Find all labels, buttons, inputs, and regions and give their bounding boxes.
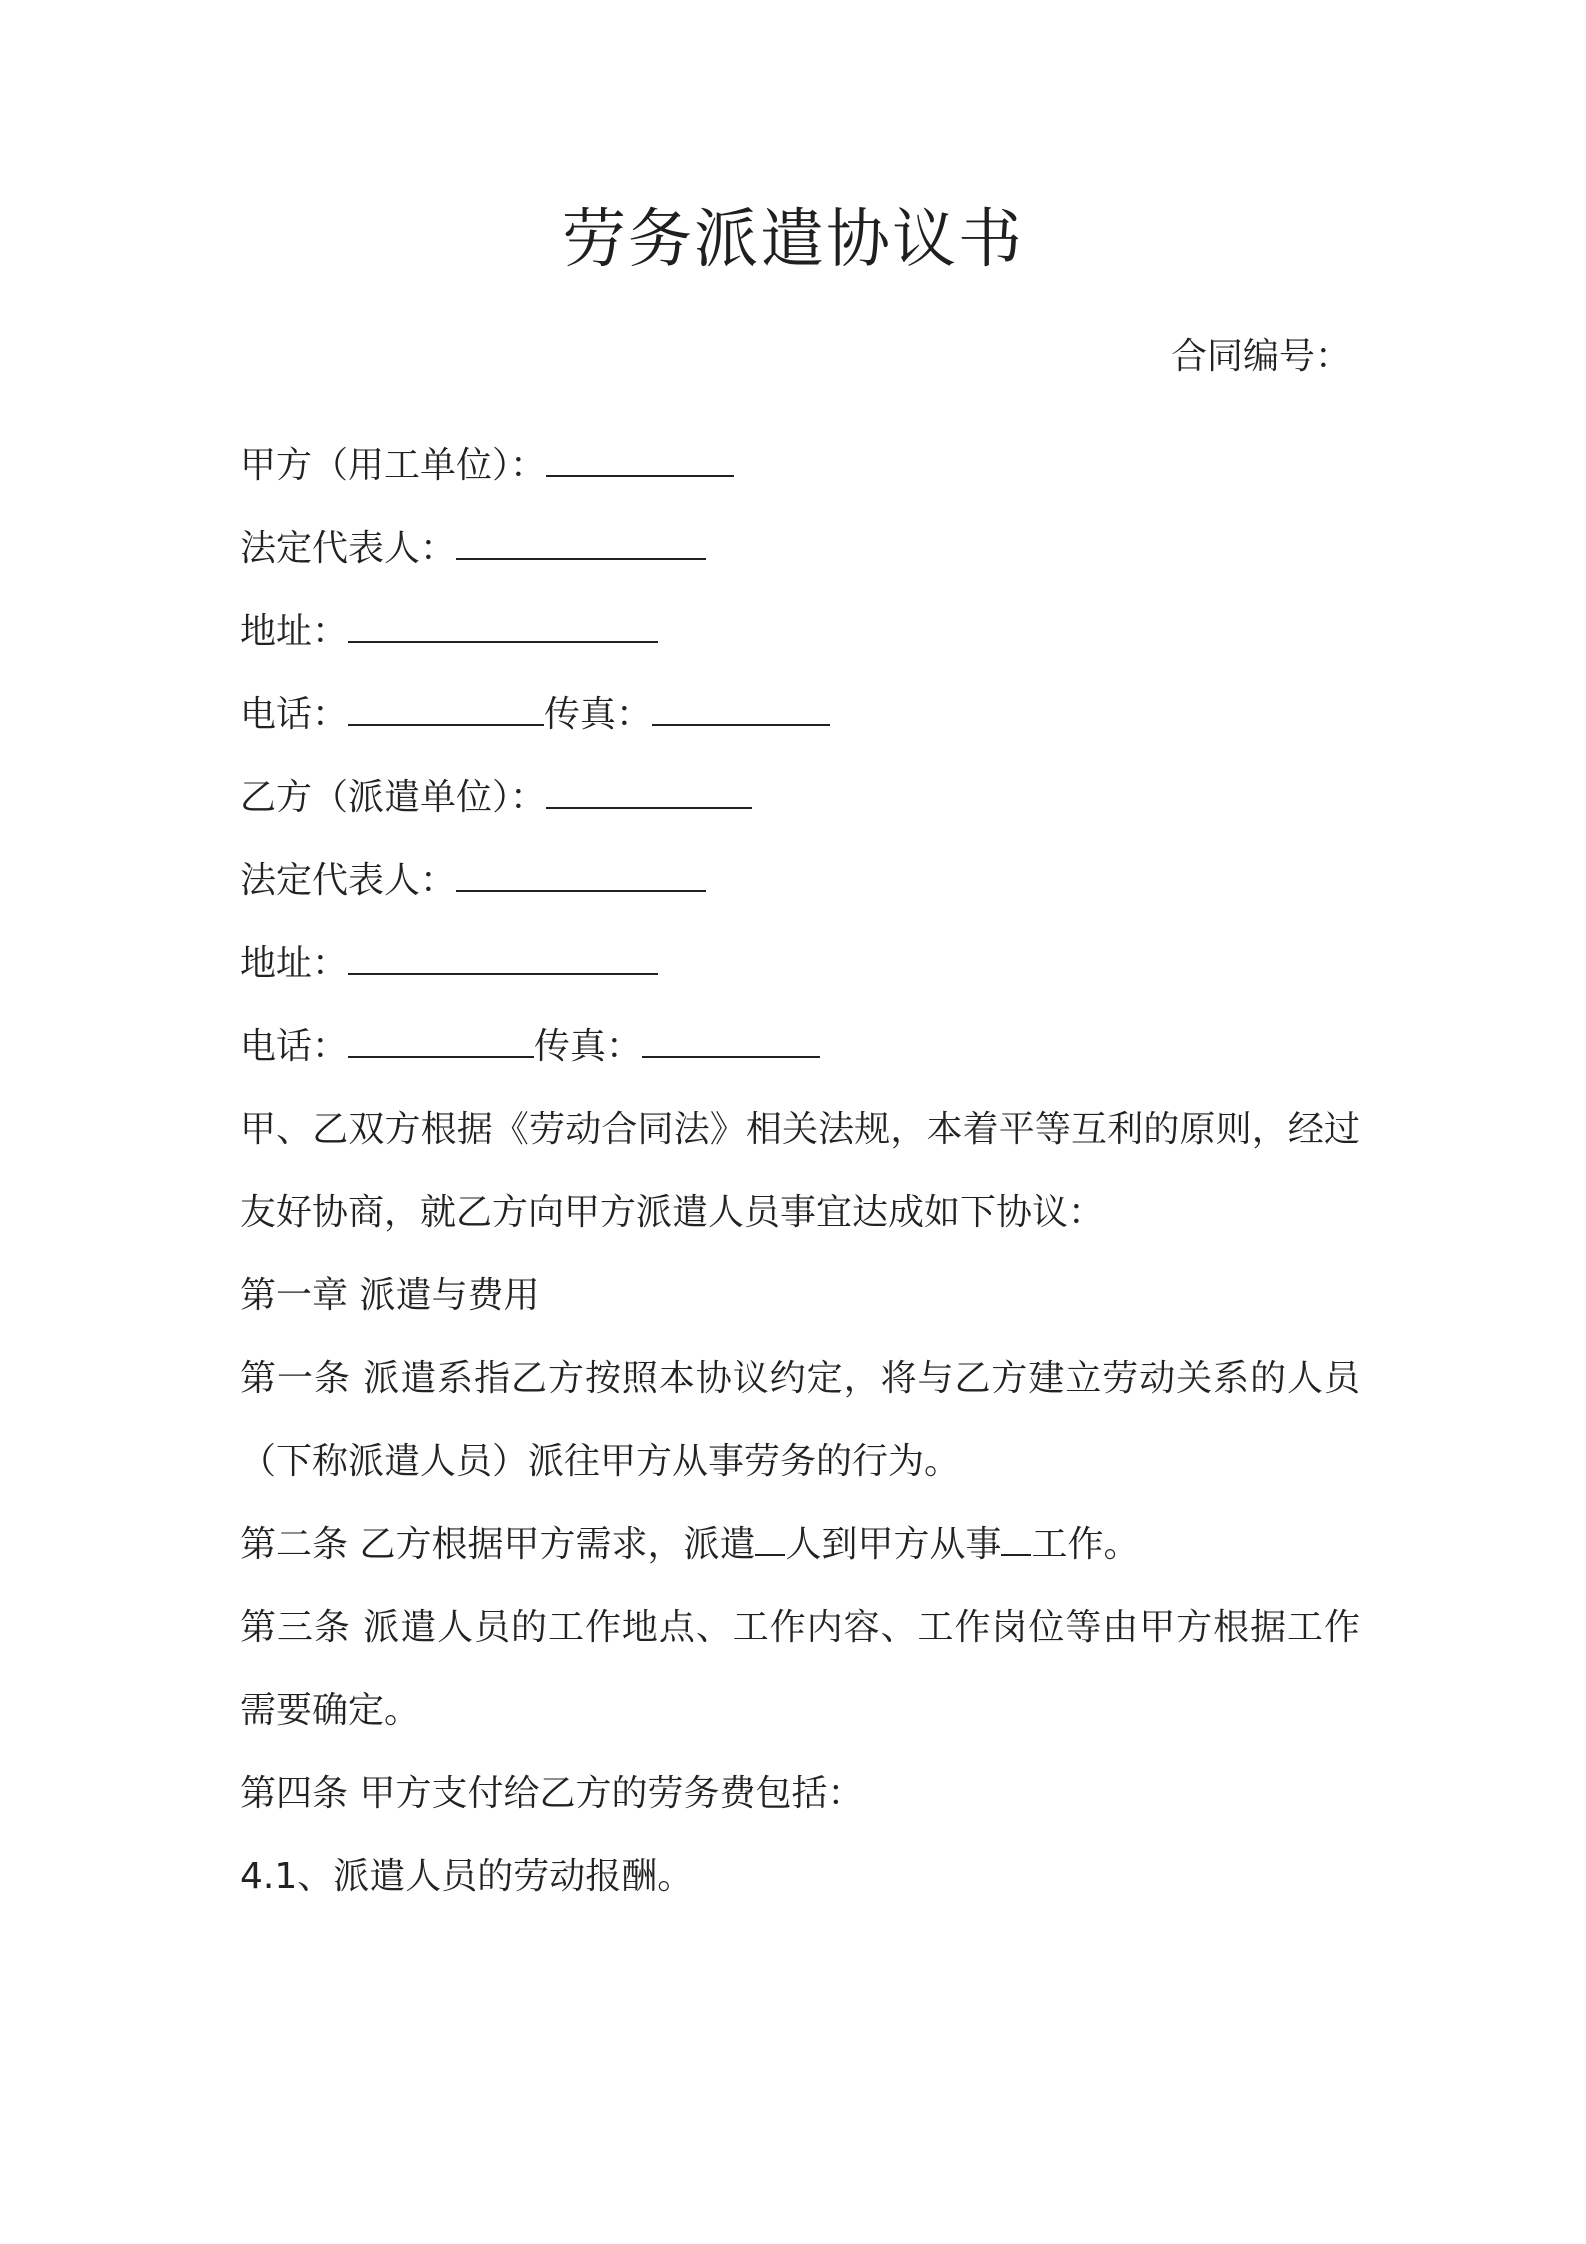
- article-2-text-pre: 第二条 乙方根据甲方需求，派遣: [240, 1524, 756, 1565]
- party-a-rep-row: [240, 520, 706, 574]
- party-b-phone-row: [240, 1018, 820, 1072]
- party-a-rep-blank: [456, 520, 706, 560]
- party-a-fax-label: 传真：: [544, 694, 653, 735]
- party-a-address-blank: [348, 603, 658, 643]
- party-b-fax-label: 传真：: [534, 1026, 643, 1067]
- party-b-rep-label: 法定代表人：: [240, 860, 457, 901]
- document-title: 劳务派遣协议书: [562, 203, 1024, 277]
- article-2-text-mid: 人到甲方从事: [785, 1524, 1002, 1565]
- party-b-rep-row: [240, 852, 706, 906]
- chapter-1-heading: 第一章 派遣与费用: [240, 1275, 540, 1316]
- party-a-name-blank: [546, 437, 734, 477]
- intro-paragraph: 甲、乙双方根据《劳动合同法》相关法规，本着平等互利的原则，经过友好协商，就乙方向甲方派遣人员事宜达成如下协议：: [240, 1109, 1360, 1233]
- party-b-phone-label: 电话：: [240, 1026, 349, 1067]
- party-a-phone-label: 电话：: [240, 694, 349, 735]
- contract-number-label: 合同编号：: [1170, 336, 1351, 377]
- article-2: [240, 1503, 1360, 1586]
- party-a-name-label: 甲方（用工单位）：: [240, 445, 547, 486]
- article-2-work-blank: [1001, 1520, 1031, 1556]
- article-2-count-blank: [755, 1520, 785, 1556]
- article-1: 第一条 派遣系指乙方按照本协议约定，将与乙方建立劳动关系的人员（下称派遣人员）派往甲方从事劳务的行为。: [240, 1358, 1360, 1482]
- party-b-fax-blank: [642, 1018, 820, 1058]
- party-b-phone-blank: [348, 1018, 534, 1058]
- article-4: 第四条 甲方支付给乙方的劳务费包括：: [240, 1773, 864, 1814]
- item-4-1: 4.1、派遣人员的劳动报酬。: [240, 1856, 694, 1897]
- party-a-phone-row: [240, 686, 830, 740]
- party-a-fax-blank: [652, 686, 830, 726]
- party-b-address-blank: [348, 935, 658, 975]
- party-b-name-label: 乙方（派遣单位）：: [240, 777, 547, 818]
- party-a-address-label: 地址：: [240, 611, 349, 652]
- article-3: 第三条 派遣人员的工作地点、工作内容、工作岗位等由甲方根据工作需要确定。: [240, 1607, 1360, 1731]
- party-b-name-blank: [546, 769, 752, 809]
- party-a-address-row: [240, 603, 658, 657]
- party-a-rep-label: 法定代表人：: [240, 528, 457, 569]
- party-a-phone-blank: [348, 686, 544, 726]
- party-b-address-label: 地址：: [240, 943, 349, 984]
- party-a-name-row: [240, 437, 734, 491]
- party-b-rep-blank: [456, 852, 706, 892]
- party-b-address-row: [240, 935, 658, 989]
- party-b-name-row: [240, 769, 752, 823]
- article-2-text-post: 工作。: [1031, 1524, 1140, 1565]
